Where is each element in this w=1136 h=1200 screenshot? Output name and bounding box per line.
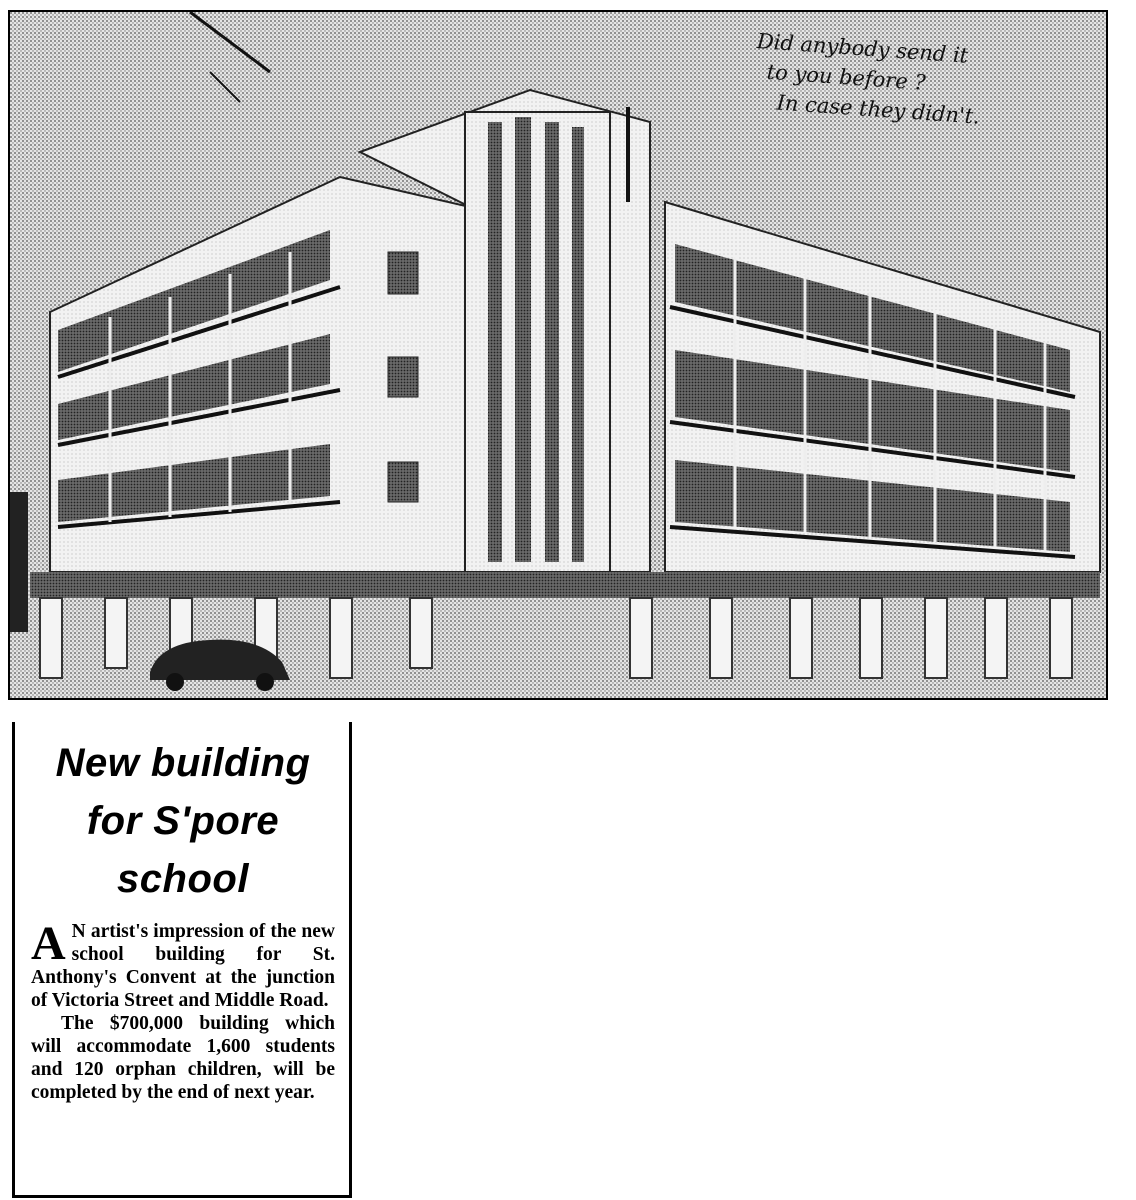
handwriting-line: In case they didn't.	[775, 90, 981, 129]
article-box	[12, 722, 352, 1198]
handwriting-line: to you before ?	[765, 59, 927, 95]
article-body	[31, 917, 335, 1104]
headline-line: school	[117, 857, 249, 901]
handwriting-line: Did anybody send it	[756, 28, 969, 68]
headline-line: New building	[55, 741, 311, 785]
drop-cap: A	[31, 917, 66, 970]
headline	[31, 734, 335, 908]
article-paragraph: The $700,000 building which will accommodate 1,600 students and 120 orphan children, will be completed by the end of next year.	[31, 1013, 335, 1103]
paragraph-text: N artist's impression of the new school building for St. Anthony's Convent at the junction of Victoria Street and Middle Road.	[31, 921, 335, 1011]
building-photo	[8, 10, 1108, 700]
headline-line: for S'pore	[86, 799, 280, 843]
article-paragraph	[31, 917, 335, 1012]
